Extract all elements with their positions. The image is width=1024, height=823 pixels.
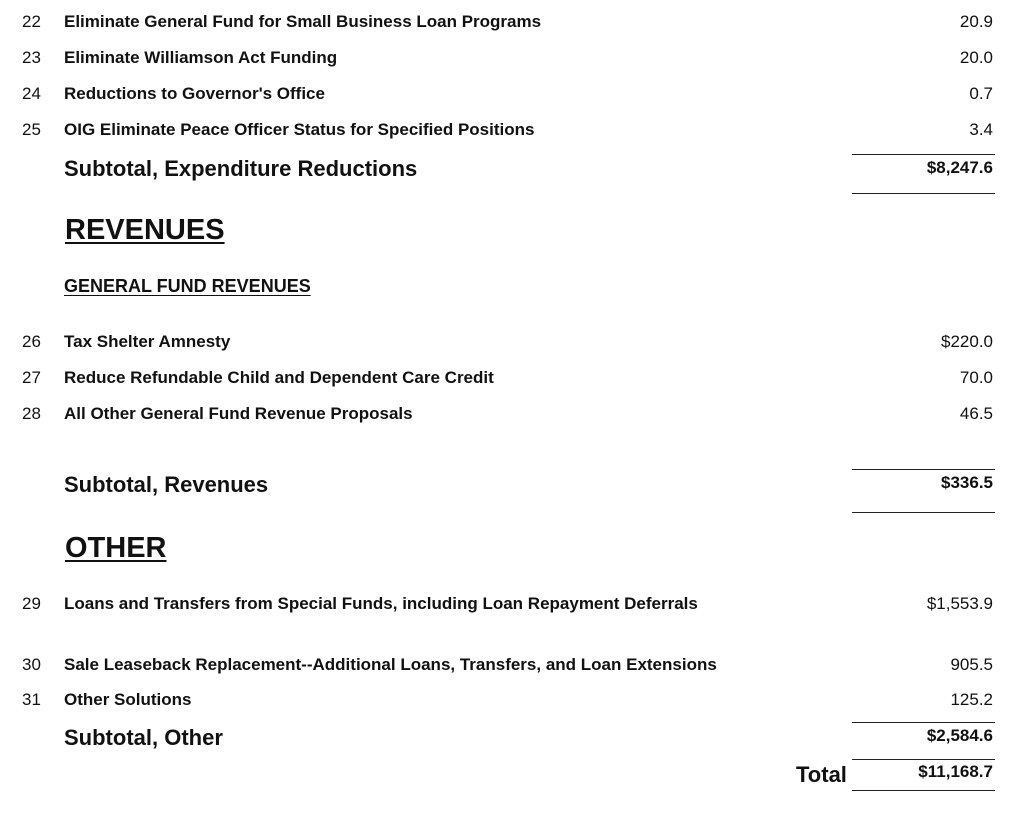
line-value: 3.4	[969, 120, 993, 139]
line-value: 46.5	[959, 404, 993, 423]
subtotal-revenues-label: Subtotal, Revenues	[64, 472, 269, 497]
line-value: 0.7	[969, 84, 993, 103]
grand-total-label: Total	[796, 762, 847, 787]
line-label: Reductions to Governor's Office	[64, 84, 325, 103]
subtotal-revenues-value: $336.5	[941, 473, 993, 492]
subtotal-rule-bottom	[852, 193, 995, 194]
line-number: 25	[22, 120, 41, 139]
subtotal-expenditure-value: $8,247.6	[926, 158, 993, 177]
line-label: Loans and Transfers from Special Funds, including Loan Repayment Deferrals	[64, 594, 698, 613]
line-label: OIG Eliminate Peace Officer Status for Specified Positions	[64, 120, 535, 139]
subtotal-other-label: Subtotal, Other	[64, 725, 223, 750]
subheading-general-fund-revenues: GENERAL FUND REVENUES	[64, 276, 311, 296]
line-label: Eliminate Williamson Act Funding	[64, 48, 338, 67]
grand-total-value: $11,168.7	[918, 762, 993, 781]
line-label: Eliminate General Fund for Small Business Loan Programs	[64, 12, 542, 31]
line-value: $1,553.9	[926, 594, 993, 613]
line-number: 27	[22, 368, 41, 387]
line-value: 905.5	[950, 655, 993, 674]
subtotal-rule-bottom	[852, 512, 995, 513]
line-number: 28	[22, 404, 41, 423]
line-label: Tax Shelter Amnesty	[64, 332, 231, 351]
line-label: Other Solutions	[64, 690, 192, 709]
total-rule-bottom	[852, 790, 995, 791]
line-value: 70.0	[959, 368, 993, 387]
line-number: 23	[22, 48, 41, 67]
section-heading-other: OTHER	[65, 532, 167, 564]
subtotal-expenditure-label: Subtotal, Expenditure Reductions	[64, 156, 418, 181]
line-value: 20.0	[959, 48, 993, 67]
line-value: $220.0	[941, 332, 993, 351]
subtotal-other-value: $2,584.6	[926, 726, 993, 745]
line-value: 20.9	[959, 12, 993, 31]
line-number: 30	[22, 655, 41, 674]
total-rule-top	[852, 759, 995, 760]
line-label: Reduce Refundable Child and Dependent Care Credit	[64, 368, 494, 387]
line-number: 31	[22, 690, 41, 709]
line-number: 29	[22, 594, 41, 613]
section-heading-revenues: REVENUES	[65, 214, 225, 246]
subtotal-rule-top	[852, 154, 995, 155]
line-number: 22	[22, 12, 41, 31]
line-value: 125.2	[950, 690, 993, 709]
subtotal-rule-top	[852, 722, 995, 723]
line-number: 26	[22, 332, 41, 351]
line-label: All Other General Fund Revenue Proposals	[64, 404, 413, 423]
line-number: 24	[22, 84, 41, 103]
subtotal-rule-top	[852, 469, 995, 470]
line-label: Sale Leaseback Replacement--Additional Loans, Transfers, and Loan Extensions	[64, 655, 717, 674]
